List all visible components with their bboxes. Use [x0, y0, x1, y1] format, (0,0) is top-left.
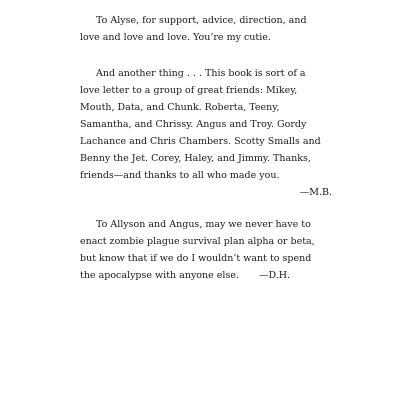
signature-dh: —D.H.	[258, 270, 291, 281]
text-line: love letter to a group of great friends: Mikey,	[80, 85, 298, 96]
dedication-alyse	[80, 12, 332, 46]
text-line: friends—and thanks to all who made you.	[80, 170, 280, 181]
text-line: To Allyson and Angus, may we never have to	[96, 219, 311, 230]
text-line: Lachance and Chris Chambers. Scotty Smalls and	[80, 136, 321, 147]
text-line: And another thing . . . This book is sort of a	[96, 68, 306, 79]
dedication-page	[80, 0, 332, 400]
text-line: Samantha, and Chrissy. Angus and Troy. Gordy	[80, 119, 307, 130]
text-line: Benny the Jet. Corey, Haley, and Jimmy. Thanks,	[80, 153, 311, 164]
text-line-with-signature	[80, 267, 332, 284]
dedication-allyson	[80, 216, 332, 284]
text-line: but know that if we do I wouldn’t want to spend	[80, 253, 312, 264]
text-line: the apocalypse with anyone else.	[80, 270, 239, 281]
signature-mb: —M.B.	[299, 187, 332, 198]
text-line: love and love and love. You’re my cutie.	[80, 32, 271, 43]
dedication-friends	[80, 65, 332, 201]
text-line: To Alyse, for support, advice, direction, and	[96, 15, 307, 26]
text-line: Mouth, Data, and Chunk. Roberta, Teeny,	[80, 102, 280, 113]
text-line: enact zombie plague survival plan alpha or beta,	[80, 236, 315, 247]
